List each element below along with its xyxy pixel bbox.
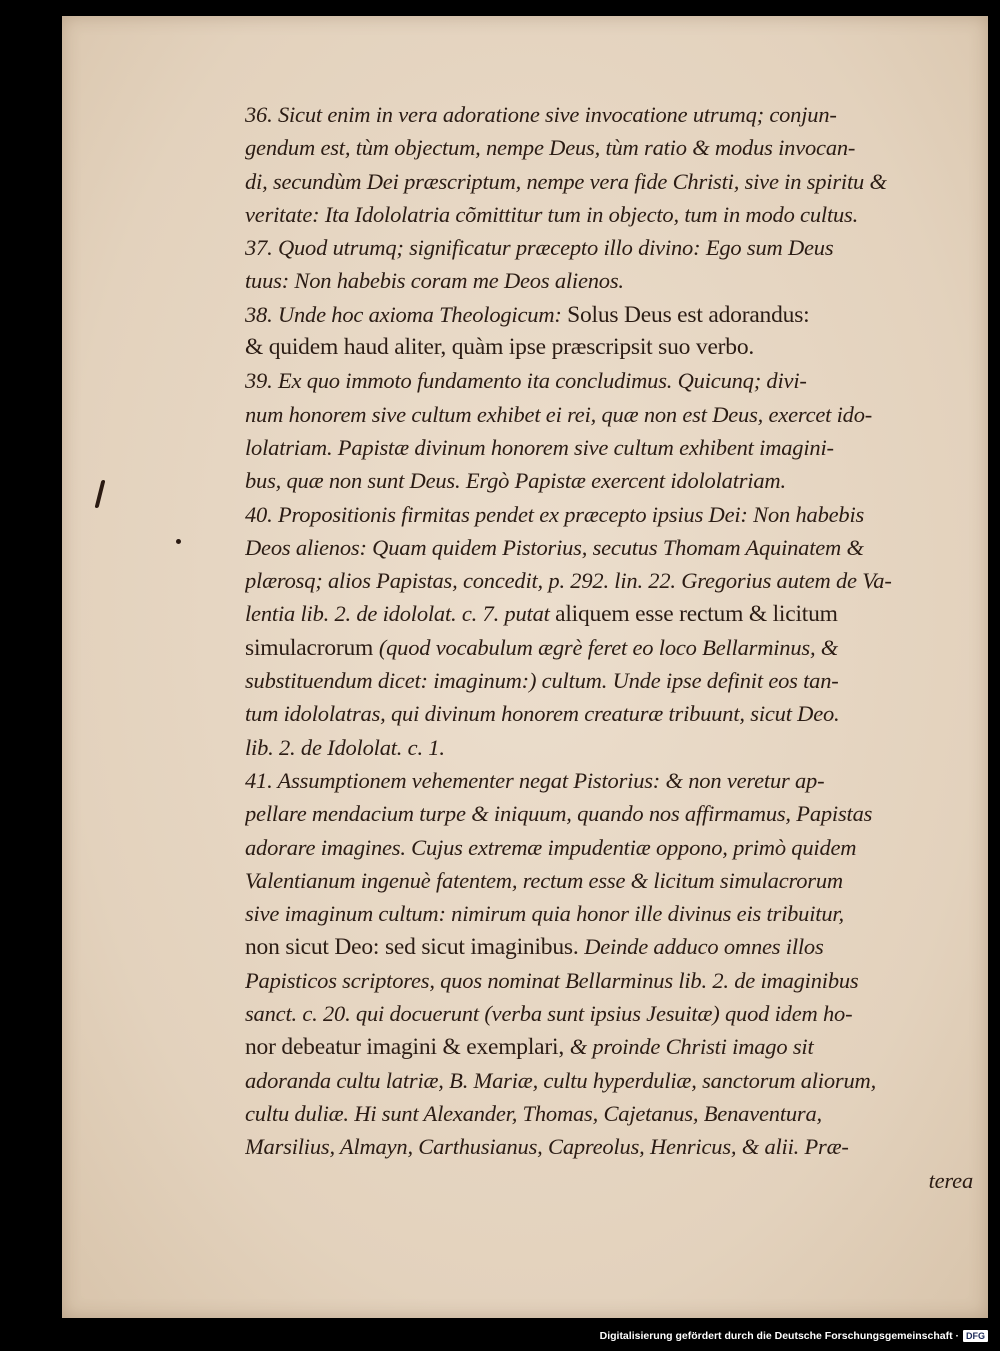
text-line: 37. Quod utrumq; significatur præcepto illo divino: Ego sum Deus bbox=[245, 235, 834, 261]
text-line: 41. Assumptionem vehementer negat Pistorius: & non veretur ap- bbox=[245, 767, 825, 793]
footer-credit bbox=[600, 1325, 988, 1347]
roman-segment: Solus Deus est adorandus: bbox=[567, 301, 810, 328]
page-text-block bbox=[245, 98, 973, 1197]
text-line: cultu duliæ. Hi sunt Alexander, Thomas, Cajetanus, Benaventura, bbox=[245, 1100, 822, 1126]
text-line bbox=[245, 1030, 973, 1063]
text-line: & quidem haud aliter, quàm ipse præscripsit suo verbo. bbox=[245, 334, 755, 361]
italic-segment: lentia lib. 2. de idololat. c. 7. putat bbox=[245, 601, 556, 627]
text-line bbox=[245, 597, 973, 630]
roman-segment: simulacrorum bbox=[245, 634, 379, 661]
text-line: bus, quæ non sunt Deus. Ergò Papistæ exercent idololatriam. bbox=[245, 468, 786, 494]
text-line: sive imaginum cultum: nimirum quia honor ille divinus eis tribuitur, bbox=[245, 901, 844, 927]
text-line: di, secundùm Dei præscriptum, nempe vera fide Christi, sive in spiritu & bbox=[245, 168, 887, 194]
text-line: adoranda cultu latriæ, B. Mariæ, cultu hyperduliæ, sanctorum aliorum, bbox=[245, 1067, 876, 1093]
text-line: adorare imagines. Cujus extremæ impudentiæ oppono, primò quidem bbox=[245, 834, 857, 860]
roman-segment: aliquem esse rectum & licitum bbox=[555, 601, 838, 628]
text-line: lolatriam. Papistæ divinum honorem sive cultum exhibent imagini- bbox=[245, 434, 834, 460]
text-line: substituendum dicet: imaginum:) cultum. Unde ipse definit eos tan- bbox=[245, 668, 839, 694]
text-line: Marsilius, Almayn, Carthusianus, Capreolus, Henricus, & alii. Præ- bbox=[245, 1134, 849, 1160]
text-line: tuus: Non habebis coram me Deos alienos. bbox=[245, 268, 624, 294]
text-line: Deos alienos: Quam quidem Pistorius, secutus Thomam Aquinatem & bbox=[245, 534, 864, 560]
italic-segment: & proinde Christi imago sit bbox=[569, 1034, 814, 1060]
italic-segment: (quod vocabulum ægrè feret eo loco Bellarminus, & bbox=[378, 634, 839, 660]
text-line: 36. Sicut enim in vera adoratione sive invocatione utrumq; conjun- bbox=[245, 102, 837, 127]
text-line: gendum est, tùm objectum, nempe Deus, tùm ratio & modus invocan- bbox=[245, 135, 856, 161]
text-line: 39. Ex quo immoto fundamento ita concludimus. Quicunq; divi- bbox=[245, 368, 807, 394]
text-line bbox=[245, 298, 973, 331]
text-line: tum idololatras, qui divinum honorem creaturæ tribuunt, sicut Deo. bbox=[245, 701, 840, 727]
text-line: terea bbox=[928, 1167, 973, 1193]
text-line: Valentianum ingenuè fatentem, rectum esse & licitum simulacrorum bbox=[245, 867, 843, 893]
roman-segment: non sicut Deo: sed sicut imaginibus. bbox=[245, 934, 585, 961]
footer-credit-text: Digitalisierung gefördert durch die Deutsche Forschungsgemeinschaft · bbox=[599, 1330, 959, 1342]
text-line: Papisticos scriptores, quos nominat Bellarminus lib. 2. de imaginibus bbox=[245, 967, 859, 993]
text-line: sanct. c. 20. qui docuerunt (verba sunt ipsius Jesuitæ) quod idem ho- bbox=[245, 1001, 853, 1027]
text-line: veritate: Ita Idololatria cõmittitur tum in objecto, tum in modo cultus. bbox=[245, 201, 859, 227]
roman-segment: nor debeatur imagini & exemplari, bbox=[245, 1034, 570, 1061]
italic-segment: Deinde adduco omnes illos bbox=[584, 934, 824, 960]
text-line: lib. 2. de Idololat. c. 1. bbox=[245, 734, 445, 760]
dfg-logo-icon: DFG bbox=[963, 1330, 988, 1342]
text-line bbox=[245, 631, 973, 664]
text-line: plærosq; alios Papistas, concedit, p. 292. lin. 22. Gregorius autem de Va- bbox=[245, 568, 892, 594]
italic-segment: 38. Unde hoc axioma Theologicum: bbox=[245, 301, 568, 327]
text-line: 40. Propositionis firmitas pendet ex præcepto ipsius Dei: Non habebis bbox=[245, 501, 865, 527]
text-line bbox=[245, 930, 973, 963]
text-line: num honorem sive cultum exhibet ei rei, quæ non est Deus, exercet ido- bbox=[245, 401, 873, 427]
margin-ink-dot bbox=[176, 539, 181, 544]
text-line: pellare mendacium turpe & iniquum, quando nos affirmamus, Papistas bbox=[245, 801, 873, 827]
